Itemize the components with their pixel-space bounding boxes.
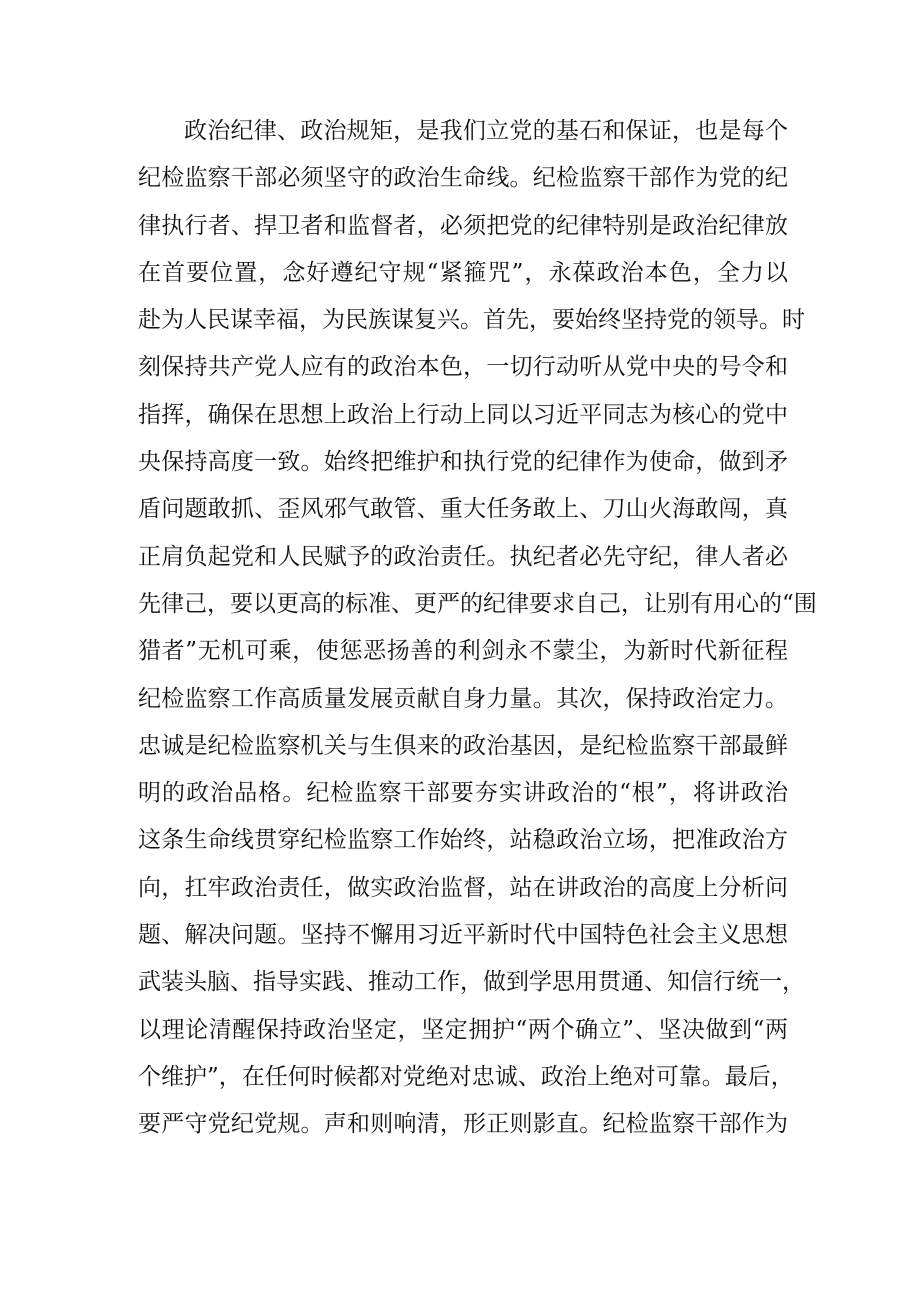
body-paragraph [138, 108, 817, 1149]
text-line: 忠诚是纪检监察机关与生俱来的政治基因，是纪检监察干部最鲜 [138, 732, 788, 759]
text-line: 正肩负起党和人民赋予的政治责任。执纪者必先守纪，律人者必 [138, 543, 788, 570]
text-line: 猎者”无机可乘，使惩恶扬善的利剑永不蒙尘，为新时代新征程 [138, 638, 788, 665]
text-line: 纪检监察干部必须坚守的政治生命线。纪检监察干部作为党的纪 [138, 165, 788, 192]
text-line: 政治纪律、政治规矩，是我们立党的基石和保证，也是每个 [184, 118, 788, 144]
text-line: 题、解决问题。坚持不懈用习近平新时代中国特色社会主义思想 [138, 922, 788, 949]
text-line: 这条生命线贯穿纪检监察工作始终，站稳政治立场，把准政治方 [138, 827, 788, 854]
text-line: 个维护”，在任何时候都对党绝对忠诚、政治上绝对可靠。最后， [138, 1063, 794, 1090]
text-line: 以理论清醒保持政治坚定，坚定拥护“两个确立”、坚决做到“两 [138, 1016, 788, 1043]
text-line: 明的政治品格。纪检监察干部要夯实讲政治的“根”，将讲政治 [138, 780, 788, 807]
text-line: 武装头脑、指导实践、推动工作，做到学思用贯通、知信行统一， [138, 969, 805, 996]
text-line: 向，扛牢政治责任，做实政治监督，站在讲政治的高度上分析问 [138, 874, 788, 901]
text-line: 刻保持共产党人应有的政治本色，一切行动听从党中央的号令和 [138, 354, 788, 381]
text-line: 指挥，确保在思想上政治上行动上同以习近平同志为核心的党中 [138, 401, 788, 428]
text-line: 央保持高度一致。始终把维护和执行党的纪律作为使命，做到矛 [138, 449, 788, 476]
text-line: 先律己，要以更高的标准、更严的纪律要求自己，让别有用心的“围 [138, 590, 817, 617]
text-line: 赴为人民谋幸福，为民族谋复兴。首先，要始终坚持党的领导。时 [138, 307, 805, 334]
text-line: 在首要位置，念好遵纪守规“紧箍咒”，永葆政治本色，全力以 [138, 259, 788, 286]
text-line: 纪检监察工作高质量发展贡献自身力量。其次，保持政治定力。 [138, 685, 788, 712]
text-line: 要严守党纪党规。声和则响清，形正则影直。纪检监察干部作为 [138, 1111, 788, 1138]
text-line: 盾问题敢抓、歪风邪气敢管、重大任务敢上、刀山火海敢闯，真 [138, 496, 788, 523]
text-line: 律执行者、捍卫者和监督者，必须把党的纪律特别是政治纪律放 [138, 212, 788, 239]
